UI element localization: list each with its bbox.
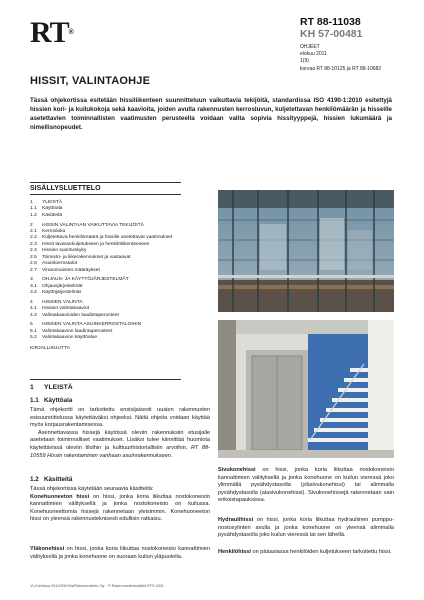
meta-replaces: korvaa RT 88-10125 ja RT 88-10682: [300, 65, 382, 72]
toc-entry: 1.2 Käsitteitä: [30, 212, 63, 218]
subsection-heading: 1.1 Käyttöala: [30, 397, 73, 404]
divider: [30, 194, 181, 195]
toc-entry: 3 OHJAUS- JA KÄYTTÖJÄRJESTELMÄT: [30, 277, 129, 283]
meta-type: OHJEET: [300, 44, 320, 50]
toc-references: KIRJALLISUUTTA: [30, 346, 70, 351]
toc-heading: SISÄLLYSLUETTELO: [30, 185, 101, 192]
toc-entry: 3.2 Käyttöjärjestelmät: [30, 290, 81, 296]
toc-entry: 3.1 Ohjausjärjestelmät: [30, 283, 83, 289]
meta-pages: 1(9): [300, 58, 309, 65]
toc-entry: 2.1 Kerrosluku: [30, 229, 66, 234]
paragraph: Hydraulihissi on hissi, jonka koria liikuttaa hydrauliinen pumppu-nostosylinteri avulla ja jonka konehuone on yleensä alimmalla pysähdystasolla joko kuilun vieressä tai sen lähellä.: [218, 517, 394, 539]
paragraph: Sivukonehissi on hissi, jonka koria liikuttaa nostokoneisto kannattimien välityksellä ja jonka konehuone on kuilun vieressä joko ylimmällä pysähdystasolla (yläsivukonehissi) tai alimmalla pysähdystasolla (alasivukonehissi). Sivukonehissejä rakennetaan vain erikoistapauksissa.: [218, 467, 394, 504]
intro-paragraph: Tässä ohjekortissa esitetään hissiliikenteen suunnitteluun vaikuttavia tekijöitä, standardissa ISO 4190-1:2010 esitettyjä hissien kori- ja kuilukokoja sekä kaavioita, joiden avulla rakennusten kerrosluvun, kuljetettavan henkilömäärän ja hisseille asetettavien toiminnallisten vaatimusten perusteella voidaan valita sopivia hissityyppejä, hissien lukumäärä ja nimellisnopeudet.: [30, 97, 392, 131]
lobby-elevator-photo: [218, 320, 394, 458]
paragraph: Yläkonehissi on hissi, jonka koria liikuttaa nostokoneisto kannattimien välityksellä ja jonka konehuone on suoraan kuilun yläpuolella.: [30, 546, 210, 560]
code-primary: RT 88-11038: [300, 16, 361, 28]
code-secondary: KH 57-00481: [300, 28, 363, 40]
card-codes: [300, 16, 362, 40]
paragraph: Henkilöhissi on pääasiassa henkilöiden kuljetukseen tarkoitettu hissi.: [218, 549, 392, 555]
card-meta: [300, 44, 381, 73]
toc-entry: 2.2 Kuljetettava henkilömäärä ja hissille asetettavat vaatimukset: [30, 235, 173, 241]
toc-entry: 2.6 Asuinkerrostalot: [30, 261, 78, 267]
section-heading: 1 YLEISTÄ: [30, 384, 73, 391]
toc-entry: 4.1 Hissien valintakaaviot: [30, 306, 90, 312]
toc-entry: 2.4 Hissien suorituskyky: [30, 248, 87, 254]
toc-entry: 2 HISSIN VALINTAAN VAIKUTTAVIA TEKIJÖITÄ: [30, 222, 144, 228]
toc-entry: 5.1 Valintakaavion laadintaperusteet: [30, 328, 113, 334]
toc-entry: 4.2 Valintakaavioiden laadintaperusteet: [30, 312, 119, 318]
paragraph: Tässä ohjekortissa käytetään seuraavia käsitteitä: Konehuoneeton hissi on hissi, jonka koria liikuttaa nostokoneisto kannattimien välityksellä ja jonka nostokoneisto on kuilussa. Konehuoneettomia hissejä rakennetaan yleisimmin. Konehuoneeton hissi on yleensä rakennusteknisesti edullisin ratkaisu.: [30, 486, 210, 523]
subsection-heading: 1.2 Käsitteitä: [30, 476, 73, 483]
rt-logo: RT®: [30, 16, 73, 49]
toc-entry: 5 HISSIEN VALINTA ASUINKERROSTALOIHIN: [30, 322, 142, 328]
table-of-contents: [30, 200, 190, 352]
toc-entry: 2.3 Hissit tavarankuljetukseen ja henkilöliikenteeseen: [30, 241, 150, 247]
toc-entry: 4 HISSIEN VALINTA: [30, 299, 83, 305]
footer-credits: VL/1/elokuu 2011/900/Vla/Rakennustieto Oy · © Rakennustietosäätiö RTS 2011: [30, 584, 164, 588]
meta-date: elokuu 2011: [300, 51, 327, 58]
divider: [30, 379, 181, 380]
toc-entry: 1 YLEISTÄ: [30, 200, 63, 205]
toc-entry: 1.1 Käyttöala: [30, 206, 63, 212]
divider: [30, 182, 181, 183]
toc-entry: 5.2 Valintakaavion käyttöalue: [30, 335, 98, 341]
glass-elevator-photo: [218, 190, 394, 312]
page-title: HISSIT, VALINTAOHJE: [30, 75, 151, 87]
paragraph: Tämä ohjekortti on tarkoitettu ensisijaisesti uusien rakennusten esisuunnittelussa käytettäväksi ohjeeksi. Näitä ohjeita voidaan käyttää myös korjausrakentamisessa. Asennettavassa hissejä käytössä oleviin rakennuksiin etusijalle asetetaan toiminnalliset vaatimukset. Lisäksi tulee kiinnittää huomiota käytettävissä oleviin tiloihin ja kulttuurihistoriallisiin arvoihin, RT 88-10559 Hissin rakentaminen vanhaan asuinrakennukseen.: [30, 407, 210, 459]
toc-entry: 2.5 Toimisto- ja liikerakennukset ja vastaavat: [30, 254, 131, 260]
toc-entry: 2.7 Viranomaisten määräykset: [30, 267, 100, 273]
